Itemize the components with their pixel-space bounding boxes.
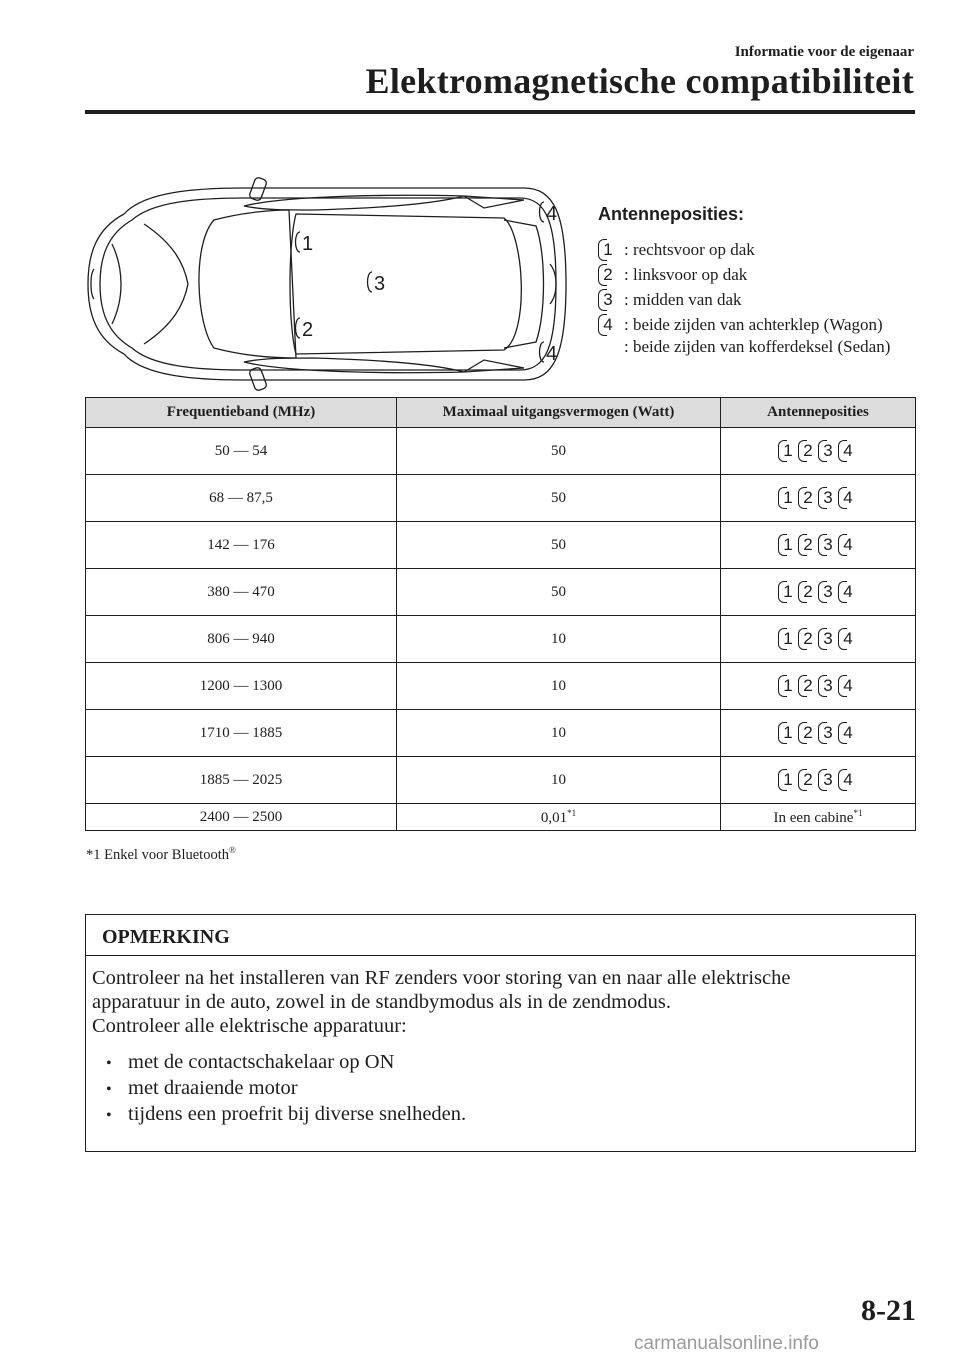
table-row [86, 757, 916, 804]
position-marker: 3 [818, 440, 838, 462]
frequency-band-cell: 2400 — 2500 [86, 804, 397, 831]
marker-4-bottom [546, 343, 557, 365]
position-marker: 3 [818, 675, 838, 697]
power-cell: 50 [397, 522, 721, 569]
position-marker: 1 [778, 487, 798, 509]
position-marker: 2 [798, 487, 818, 509]
position-marker: 2 [798, 581, 818, 603]
legend-item-label: : midden van dak [624, 289, 742, 309]
table-row [86, 710, 916, 757]
legend-item-label: : linksvoor op dak [624, 264, 748, 284]
note-paragraph: Controleer alle elektrische apparatuur: [92, 1015, 407, 1037]
position-marker: 4 [598, 314, 618, 336]
legend-item [598, 262, 943, 287]
position-marker: 4 [838, 581, 858, 603]
footnote-text: *1 Enkel voor Bluetooth [86, 847, 229, 863]
bullet-icon: • [106, 1107, 112, 1124]
power-value: 0,01 [540, 809, 568, 826]
marker-2-label: 2 [302, 319, 314, 341]
marker-4-top [546, 203, 557, 225]
position-marker: 4 [838, 675, 858, 697]
antenna-positions-cell [721, 757, 916, 804]
positions-value: In een cabine [773, 809, 854, 826]
position-marker: 4 [838, 769, 858, 791]
note-body [86, 956, 915, 1128]
frequency-band-cell: 380 — 470 [86, 569, 397, 616]
position-marker: 3 [818, 722, 838, 744]
position-marker: 1 [778, 628, 798, 650]
position-marker: 4 [838, 628, 858, 650]
column-header: Frequentieband (MHz) [86, 398, 397, 428]
watermark[interactable]: carmanualsonline.info [634, 1333, 819, 1354]
position-marker: 4 [838, 534, 858, 556]
power-cell: 10 [397, 663, 721, 710]
frequency-band-cell: 1885 — 2025 [86, 757, 397, 804]
position-marker: 1 [778, 581, 798, 603]
antenna-legend [598, 204, 943, 362]
legend-item-continuation: : beide zijden van kofferdeksel (Sedan) [624, 337, 891, 356]
registered-mark: ® [228, 845, 236, 855]
frequency-band-cell: 1710 — 1885 [86, 710, 397, 757]
position-marker: 3 [598, 289, 618, 311]
marker-3-label: 3 [374, 273, 386, 295]
antenna-positions-cell [721, 804, 916, 831]
position-marker: 1 [778, 722, 798, 744]
note-paragraph-line: Controleer na het installeren van RF zenders voor storing van en naar alle elektrische [92, 967, 791, 989]
antenna-positions-cell [721, 616, 916, 663]
note-heading: OPMERKING [86, 915, 915, 956]
position-marker: 4 [838, 722, 858, 744]
legend-item [598, 287, 943, 312]
marker-1 [302, 233, 313, 255]
footnote-ref: *1 [567, 807, 577, 818]
legend-item [598, 237, 943, 262]
legend-title: Antenneposities: [598, 204, 745, 224]
marker-4-bottom-label: 4 [546, 343, 558, 365]
position-marker: 3 [818, 628, 838, 650]
frequency-band-cell: 68 — 87,5 [86, 475, 397, 522]
marker-4-top-label: 4 [546, 203, 558, 225]
antenna-positions-cell [721, 428, 916, 475]
marker-1-label: 1 [302, 233, 314, 255]
antenna-positions-cell [721, 475, 916, 522]
power-cell: 10 [397, 616, 721, 663]
list-item-text: tijdens een proefrit bij diverse snelheden. [128, 1103, 467, 1125]
position-marker: 2 [798, 675, 818, 697]
position-marker: 1 [778, 769, 798, 791]
position-marker: 3 [818, 487, 838, 509]
power-cell: 50 [397, 428, 721, 475]
power-cell: 50 [397, 569, 721, 616]
car-top-view-diagram [84, 174, 574, 394]
legend-item [598, 312, 943, 337]
frequency-table [85, 397, 916, 831]
list-item-text: met de contactschakelaar op ON [128, 1051, 395, 1073]
bullet-icon: • [106, 1081, 112, 1098]
position-marker: 2 [798, 722, 818, 744]
position-marker: 4 [838, 440, 858, 462]
column-header: Antenneposities [721, 398, 916, 428]
list-item [106, 1076, 915, 1102]
note-bullet-list [92, 1050, 915, 1128]
legend-item-label: : beide zijden van achterklep (Wagon) [624, 314, 883, 334]
position-marker: 2 [798, 769, 818, 791]
antenna-positions-cell [721, 522, 916, 569]
column-header: Maximaal uitgangsvermogen (Watt) [397, 398, 721, 428]
power-cell [397, 804, 721, 831]
antenna-positions-cell [721, 663, 916, 710]
list-item [106, 1050, 915, 1076]
position-marker: 1 [778, 440, 798, 462]
marker-3 [374, 273, 385, 295]
list-item-text: met draaiende motor [128, 1077, 298, 1099]
antenna-positions-cell [721, 710, 916, 757]
table-row [86, 616, 916, 663]
position-marker: 2 [798, 534, 818, 556]
power-cell: 50 [397, 475, 721, 522]
position-marker: 3 [818, 769, 838, 791]
position-marker: 2 [598, 264, 618, 286]
header-rule [85, 110, 915, 114]
position-marker: 2 [798, 440, 818, 462]
position-marker: 1 [778, 675, 798, 697]
table-row [86, 569, 916, 616]
footnote-ref: *1 [853, 807, 863, 818]
antenna-positions-cell [721, 569, 916, 616]
marker-2 [302, 319, 313, 341]
position-marker: 3 [818, 534, 838, 556]
frequency-band-cell: 1200 — 1300 [86, 663, 397, 710]
table-row [86, 475, 916, 522]
list-item [106, 1102, 915, 1128]
table-header-row [86, 398, 916, 428]
note-paragraph-line: apparatuur in de auto, zowel in de standbymodus als in de zendmodus. [92, 991, 671, 1013]
page-number: 8-21 [861, 1294, 916, 1327]
table-row [86, 428, 916, 475]
position-marker: 1 [598, 239, 618, 261]
power-cell: 10 [397, 710, 721, 757]
position-marker: 1 [778, 534, 798, 556]
position-marker: 3 [818, 581, 838, 603]
power-cell: 10 [397, 757, 721, 804]
position-marker: 2 [798, 628, 818, 650]
position-marker: 4 [838, 487, 858, 509]
bullet-icon: • [106, 1055, 112, 1072]
note-box [85, 914, 916, 1152]
table-row [86, 522, 916, 569]
frequency-band-cell: 806 — 940 [86, 616, 397, 663]
page-title: Elektromagnetische compatibiliteit [365, 61, 914, 101]
footnote [86, 845, 236, 864]
frequency-band-cell: 50 — 54 [86, 428, 397, 475]
table-row [86, 804, 916, 831]
legend-item-label: : rechtsvoor op dak [624, 239, 755, 259]
table-row [86, 663, 916, 710]
frequency-band-cell: 142 — 176 [86, 522, 397, 569]
section-label: Informatie voor de eigenaar [734, 44, 914, 60]
